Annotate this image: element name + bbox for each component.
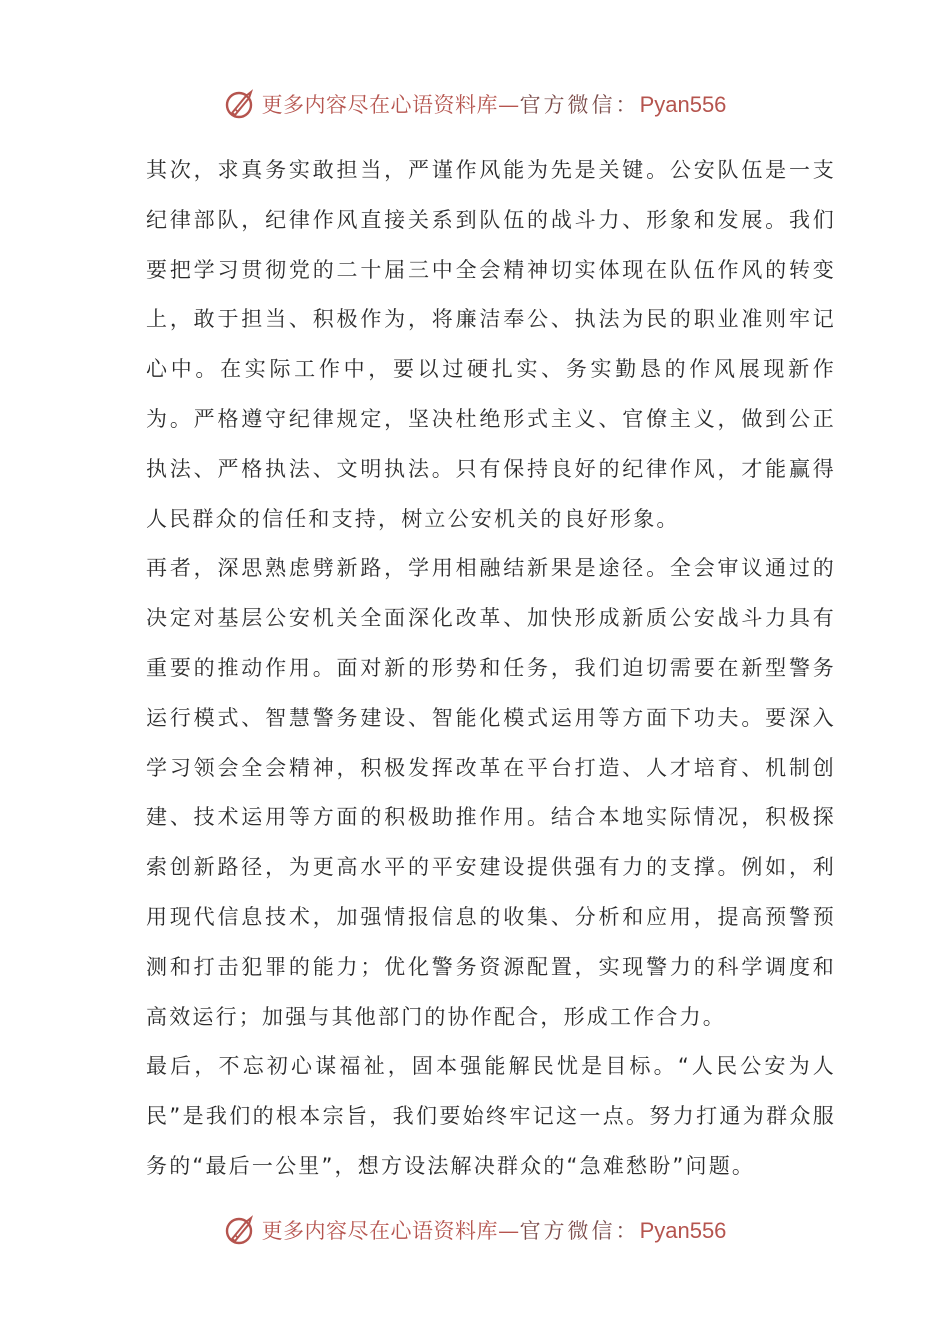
- footer-wechat-id: Pyan556: [639, 1218, 727, 1243]
- footer-dash: —: [498, 1219, 520, 1243]
- header-banner: [0, 82, 950, 126]
- paragraph-3: 最后，不忘初心谋福祉，固本强能解民忧是目标。“人民公安为人民”是我们的根本宗旨，我们要始终牢记这一点。努力打通为群众服务的“最后一公里”，想方设法解决群众的“急难愁盼”问题。: [146, 1054, 836, 1178]
- header-site-name: 更多内容尽在心语资料库: [261, 93, 499, 117]
- footer-wechat-label: 官方微信：: [519, 1219, 640, 1243]
- header-banner-text: [262, 89, 727, 119]
- document-body: [146, 146, 836, 1192]
- pen-logo-icon: [224, 1213, 258, 1247]
- footer-banner-text: [262, 1215, 727, 1245]
- header-dash: —: [498, 93, 520, 117]
- paragraph-2: 再者，深思熟虑劈新路，学用相融结新果是途径。全会审议通过的决定对基层公安机关全面深化改革、加快形成新质公安战斗力具有重要的推动作用。面对新的形势和任务，我们迫切需要在新型警务运行模式、智慧警务建设、智能化模式运用等方面下功夫。要深入学习领会全会精神，积极发挥改革在平台打造、人才培育、机制创建、技术运用等方面的积极助推作用。结合本地实际情况，积极探索创新路径，为更高水平的平安建设提供强有力的支撑。例如，利用现代信息技术，加强情报信息的收集、分析和应用，提高预警预测和打击犯罪的能力；优化警务资源配置，实现警力的科学调度和高效运行；加强与其他部门的协作配合，形成工作合力。: [146, 556, 836, 1029]
- footer-banner: [0, 1208, 950, 1252]
- paragraph-1: 其次，求真务实敢担当，严谨作风能为先是关键。公安队伍是一支纪律部队，纪律作风直接关系到队伍的战斗力、形象和发展。我们要把学习贯彻党的二十届三中全会精神切实体现在队伍作风的转变上，敢于担当、积极作为，将廉洁奉公、执法为民的职业准则牢记心中。在实际工作中，要以过硬扎实、务实勤恳的作风展现新作为。严格遵守纪律规定，坚决杜绝形式主义、官僚主义，做到公正执法、严格执法、文明执法。只有保持良好的纪律作风，才能赢得人民群众的信任和支持，树立公安机关的良好形象。: [146, 158, 836, 531]
- footer-site-name: 更多内容尽在心语资料库: [261, 1219, 499, 1243]
- header-wechat-id: Pyan556: [639, 92, 727, 117]
- header-wechat-label: 官方微信：: [519, 93, 640, 117]
- pen-logo-icon: [224, 87, 258, 121]
